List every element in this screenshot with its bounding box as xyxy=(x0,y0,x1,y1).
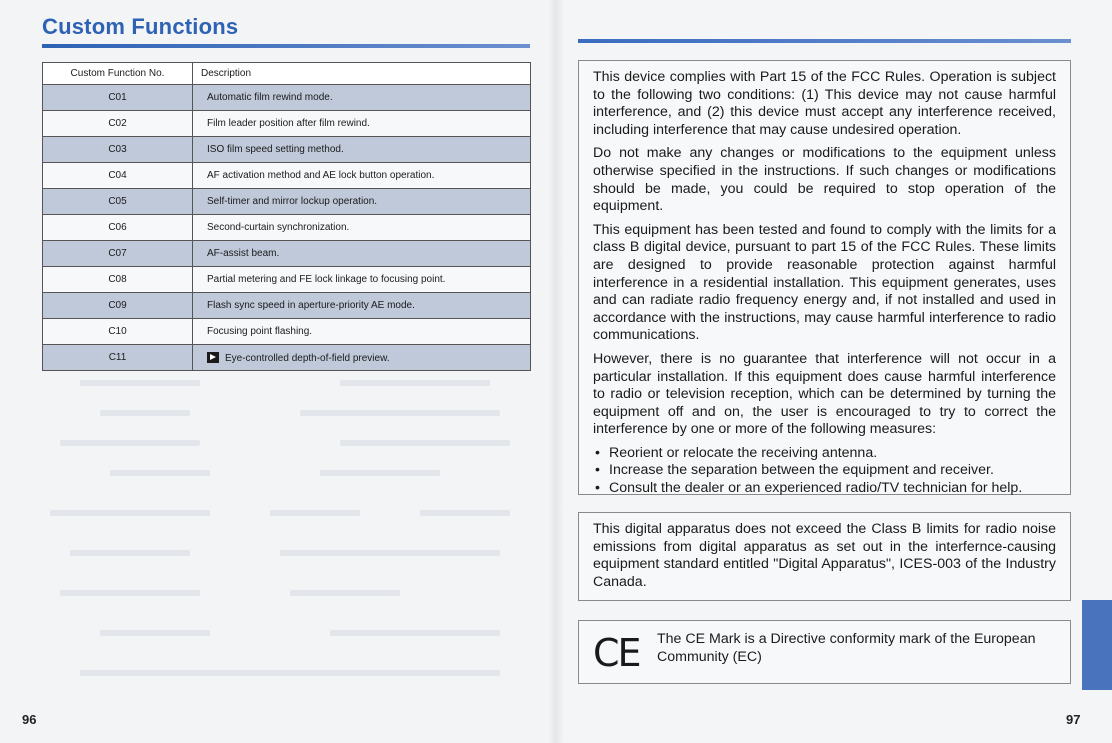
function-number: C02 xyxy=(43,111,193,137)
table-row xyxy=(43,241,531,267)
function-number: C09 xyxy=(43,293,193,319)
section-side-tab xyxy=(1082,600,1112,690)
page-number-left: 96 xyxy=(22,712,37,727)
function-description: Self-timer and mirror lockup operation. xyxy=(193,189,531,215)
table-row xyxy=(43,189,531,215)
header-description: Description xyxy=(193,63,531,85)
fcc-paragraph-2: Do not make any changes or modifications to the equipment unless otherwise specified in the instructions. If such changes or modifications should be made, you could be required to stop operation of the equipment. xyxy=(593,145,1056,215)
bleed-through-texture xyxy=(40,380,540,700)
function-number: C07 xyxy=(43,241,193,267)
function-description: Partial metering and FE lock linkage to focusing point. xyxy=(193,267,531,293)
function-description: AF activation method and AE lock button operation. xyxy=(193,163,531,189)
function-description: Film leader position after film rewind. xyxy=(193,111,531,137)
fcc-measures-list xyxy=(593,445,1056,498)
ce-mark-box xyxy=(578,620,1071,684)
list-item: • Increase the separation between the equipment and receiver. xyxy=(593,462,1056,480)
function-description: Automatic film rewind mode. xyxy=(193,85,531,111)
table-row xyxy=(43,319,531,345)
function-description: Flash sync speed in aperture-priority AE mode. xyxy=(193,293,531,319)
custom-functions-table xyxy=(42,62,531,371)
function-number: C05 xyxy=(43,189,193,215)
function-number: C01 xyxy=(43,85,193,111)
depth-of-field-mode-icon xyxy=(207,352,219,363)
function-description: ISO film speed setting method. xyxy=(193,137,531,163)
table-row xyxy=(43,215,531,241)
table-row xyxy=(43,267,531,293)
function-number: C04 xyxy=(43,163,193,189)
ce-mark-logo: CE xyxy=(593,631,640,675)
industry-canada-box xyxy=(578,512,1071,601)
function-description-text: Eye-controlled depth-of-field preview. xyxy=(225,352,390,364)
fcc-notice-box xyxy=(578,60,1071,495)
table-row xyxy=(43,137,531,163)
list-item: • Reorient or relocate the receiving antenna. xyxy=(593,445,1056,463)
page-number-right: 97 xyxy=(1066,712,1081,727)
function-number: C03 xyxy=(43,137,193,163)
header-function-no: Custom Function No. xyxy=(43,63,193,85)
table-row xyxy=(43,293,531,319)
ce-mark-text: The CE Mark is a Directive conformity mark of the European Community (EC) xyxy=(657,631,1036,665)
table-row xyxy=(43,163,531,189)
function-number: C06 xyxy=(43,215,193,241)
fcc-paragraph-1: This device complies with Part 15 of the FCC Rules. Operation is subject to the following two conditions: (1) This device may not cause harmful interference, and (2) this device must accept any interference received, including interference that may cause undesired operation. xyxy=(593,69,1056,138)
fcc-paragraph-4: However, there is no guarantee that interference will not occur in a particular installation. If this equipment does cause harmful interference to radio or television reception, which can be determined by turning the equipment off and on, the user is encouraged to try to correct the interference by one or more of the following measures: xyxy=(593,350,1056,438)
table-row xyxy=(43,111,531,137)
function-description: AF-assist beam. xyxy=(193,241,531,267)
table-header-row xyxy=(43,63,531,85)
header-rule xyxy=(578,39,1071,43)
table-row xyxy=(43,345,531,371)
function-description: Second-curtain synchronization. xyxy=(193,215,531,241)
book-gutter xyxy=(548,0,564,743)
list-item: • Consult the dealer or an experienced radio/TV technician for help. xyxy=(593,480,1056,498)
function-description: Focusing point flashing. xyxy=(193,319,531,345)
industry-canada-text: This digital apparatus does not exceed the Class B limits for radio noise emissions from digital apparatus as set out in the interfernce-causing equipment standard entitled "Digital Apparatus", ICES-003 of the Industry Canada. xyxy=(593,521,1056,590)
table-row xyxy=(43,85,531,111)
title-rule xyxy=(42,44,530,48)
function-number: C11 xyxy=(43,345,193,371)
function-description xyxy=(193,345,531,371)
function-number: C08 xyxy=(43,267,193,293)
page-title: Custom Functions xyxy=(42,14,239,39)
function-number: C10 xyxy=(43,319,193,345)
fcc-paragraph-3: This equipment has been tested and found to comply with the limits for a class B digital device, pursuant to part 15 of the FCC Rules. These limits are designed to provide reasonable protection against harmful interference in a residential installation. This equipment generates, uses and can radiate radio frequency energy and, if not installed and used in accordance with the instructions, may cause harmful interference to radio communications. xyxy=(593,221,1056,344)
